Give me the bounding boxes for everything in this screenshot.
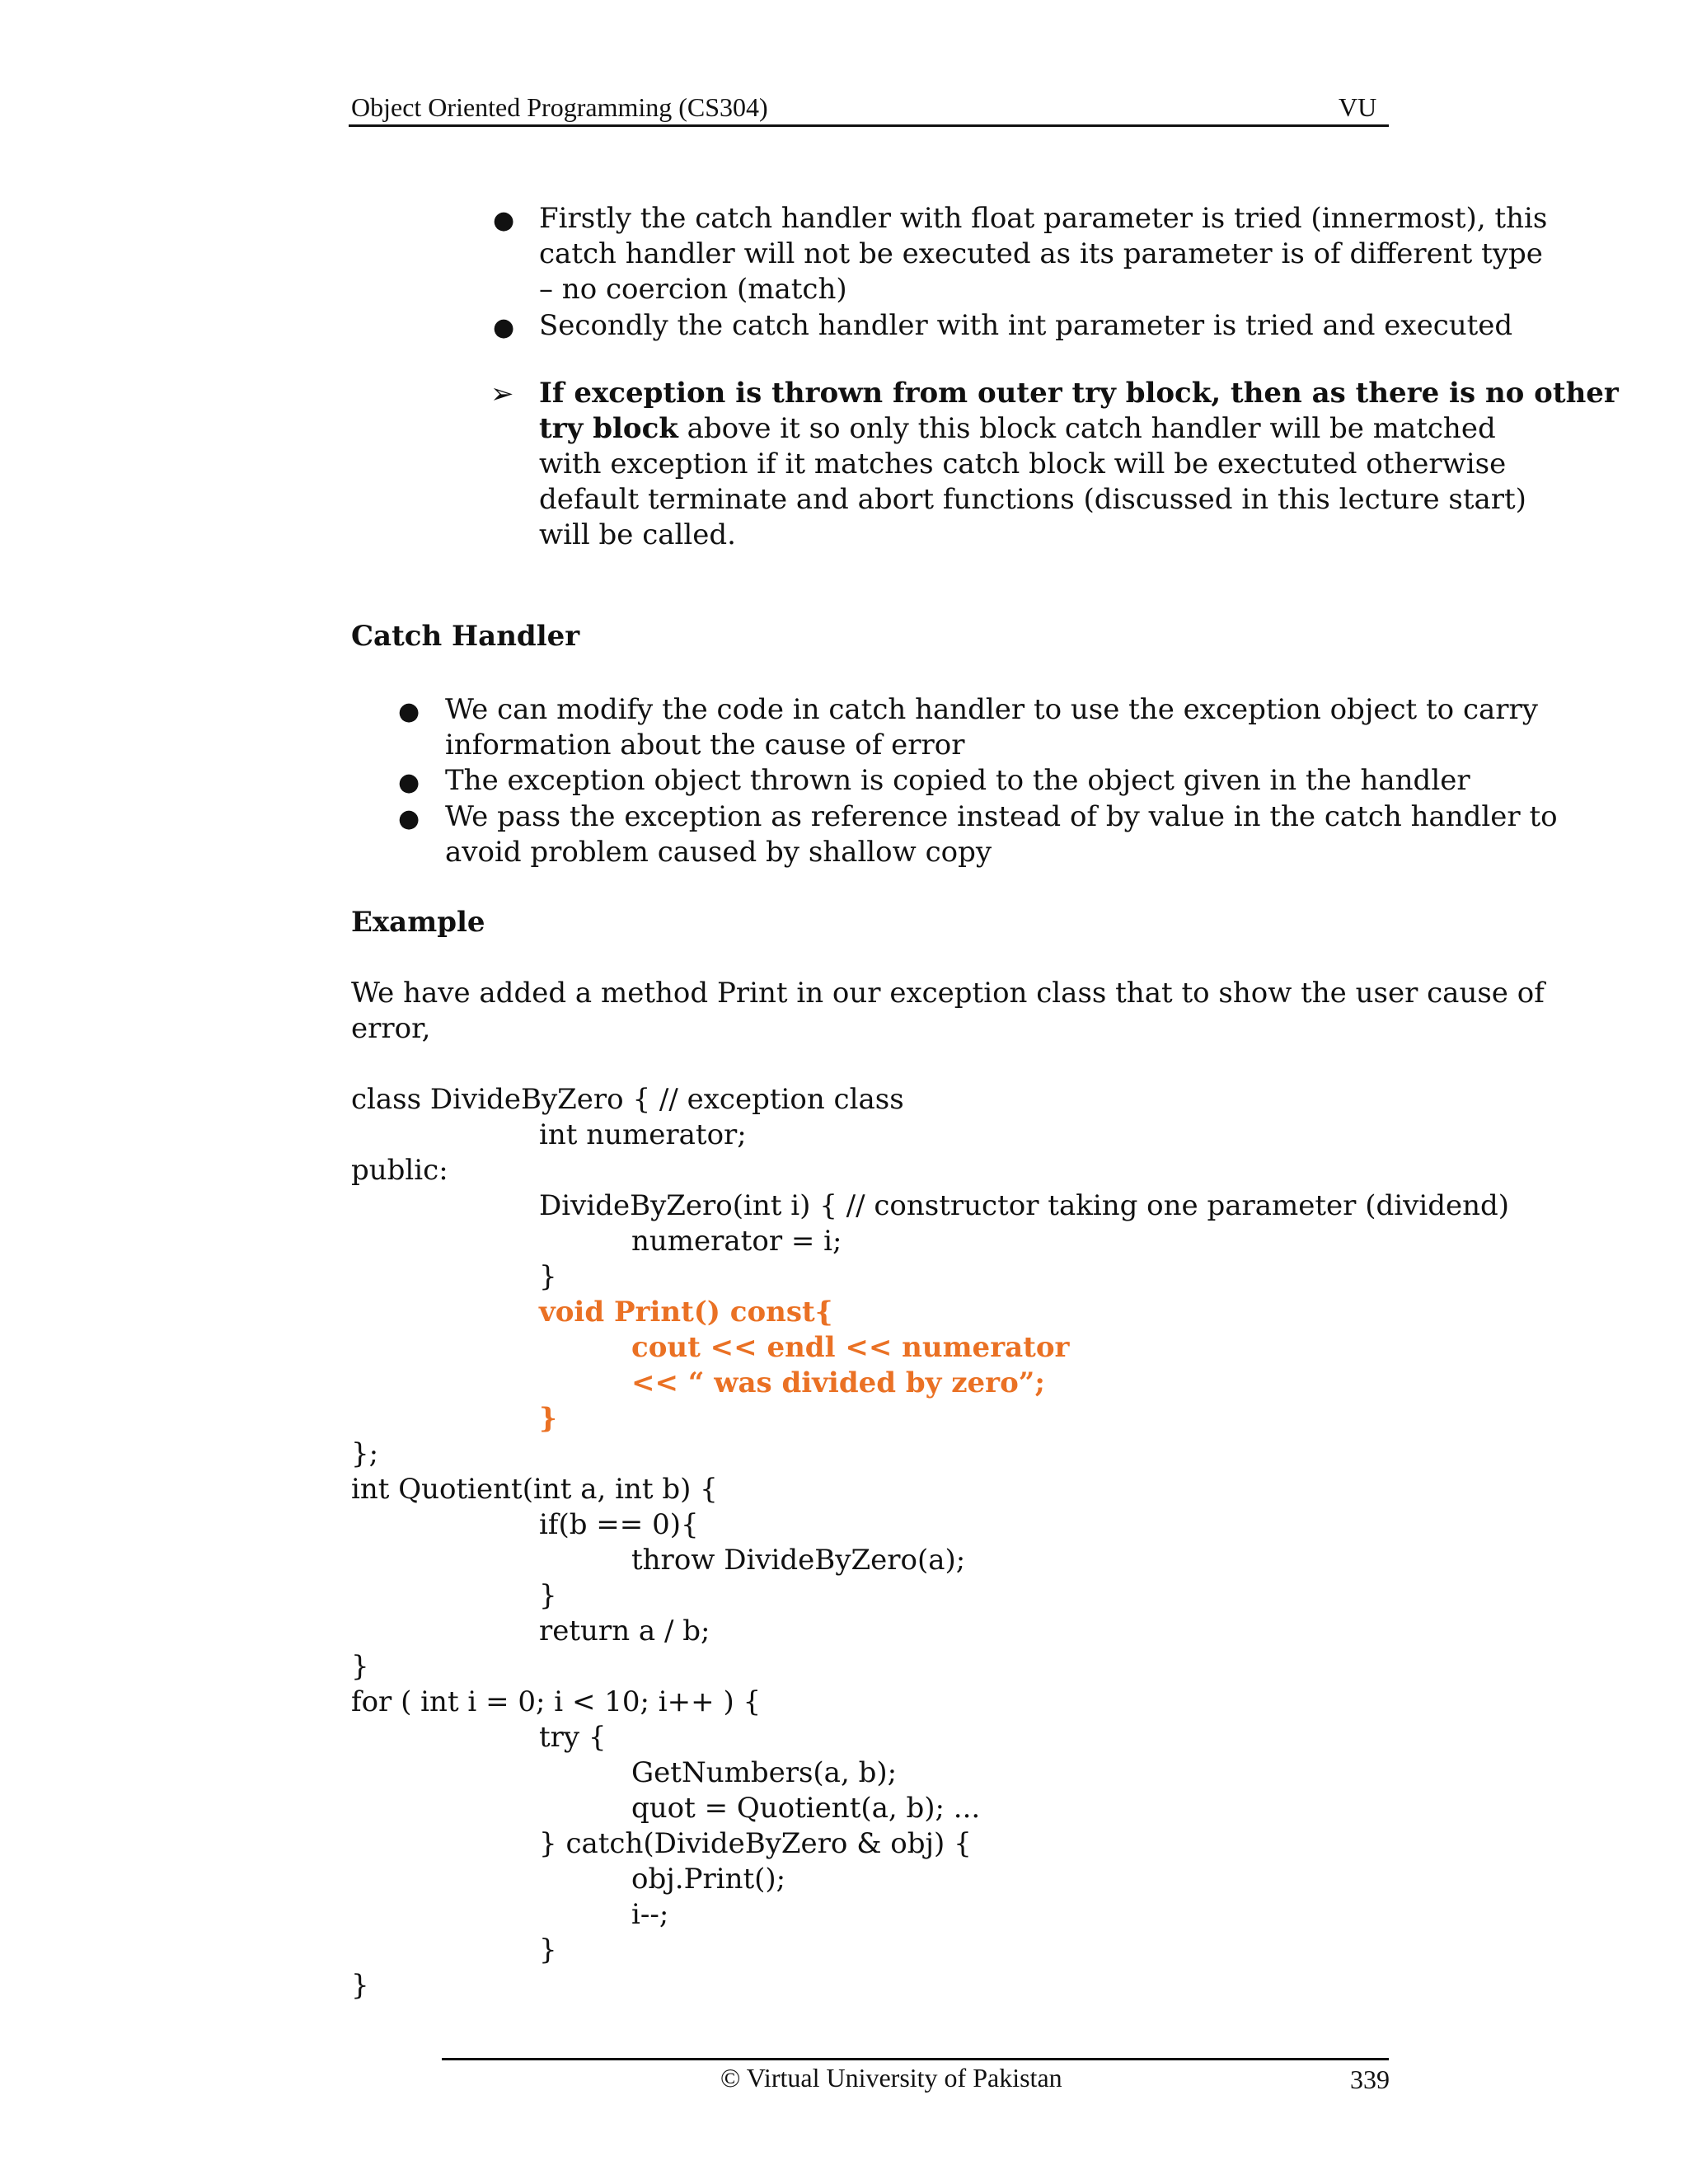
code-line: quot = Quotient(a, b); ... [631, 1792, 981, 1825]
code-line: << “ was divided by zero”; [631, 1366, 1045, 1399]
code-line: }; [351, 1437, 379, 1470]
code-line: } [351, 1650, 369, 1683]
text-line: Secondly the catch handler with int parameter is tried and executed [539, 309, 1513, 342]
text-line: default terminate and abort functions (discussed in this lecture start) [539, 483, 1526, 516]
footer-rule [442, 2058, 1389, 2060]
code-line: throw DivideByZero(a); [631, 1544, 966, 1577]
text-line: information about the cause of error [445, 729, 965, 762]
header-vu: VU [1339, 92, 1377, 122]
code-line: } [351, 1969, 369, 2002]
code-line: void Print() const{ [539, 1296, 833, 1329]
catch-bullet-1 [445, 692, 1538, 763]
code-line: if(b == 0){ [539, 1508, 699, 1541]
code-line: numerator = i; [631, 1225, 842, 1258]
text-line: We can modify the code in catch handler to use the exception object to carry [445, 693, 1538, 726]
code-line: int Quotient(int a, int b) { [351, 1473, 718, 1506]
bullet-icon: ● [493, 313, 515, 342]
code-line: public: [351, 1154, 448, 1187]
catch-bullet-3 [445, 799, 1558, 870]
arrow-bullet-icon: ➢ [490, 377, 514, 410]
code-line: i--; [631, 1898, 669, 1931]
bullet-icon: ● [398, 804, 420, 833]
code-line: class DivideByZero { // exception class [351, 1083, 904, 1116]
code-line: for ( int i = 0; i < 10; i++ ) { [351, 1685, 762, 1718]
text-line: The exception object thrown is copied to the object given in the handler [445, 764, 1470, 797]
text-line: error, [351, 1012, 431, 1045]
bullet-icon: ● [398, 697, 420, 726]
code-line: cout << endl << numerator [631, 1331, 1070, 1364]
text-line: – no coercion (match) [539, 273, 847, 306]
code-line: } catch(DivideByZero & obj) { [539, 1827, 972, 1860]
section-title-catch-handler: Catch Handler [351, 620, 580, 653]
bold-span: try block [539, 412, 678, 445]
text-line: We pass the exception as reference instead of by value in the catch handler to [445, 800, 1558, 833]
code-line: } [539, 1579, 557, 1612]
code-line: DivideByZero(int i) { // constructor taking one parameter (dividend) [539, 1189, 1510, 1222]
code-line: } [539, 1402, 557, 1435]
bullet-icon: ● [493, 206, 515, 235]
catch-bullet-2 [445, 763, 1470, 799]
code-block [351, 1082, 1509, 2004]
code-line: } [539, 1260, 557, 1293]
arrow-item [539, 376, 1619, 553]
text-line [539, 411, 1619, 447]
code-line: return a / b; [539, 1615, 710, 1647]
text-line: We have added a method Print in our exception class that to show the user cause of [351, 977, 1545, 1010]
intro-bullet-2 [539, 308, 1512, 344]
code-line: int numerator; [539, 1118, 747, 1151]
section-title-example: Example [351, 906, 485, 939]
text-line: avoid problem caused by shallow copy [445, 836, 992, 869]
bullet-icon: ● [398, 768, 420, 797]
code-line: try { [539, 1721, 607, 1754]
code-line: } [539, 1933, 557, 1966]
text-line: will be called. [539, 518, 736, 551]
example-paragraph [351, 976, 1545, 1047]
page-number: 339 [1350, 2064, 1390, 2094]
text-line: catch handler will not be executed as its parameter is of different type [539, 237, 1543, 270]
code-line: obj.Print(); [631, 1863, 786, 1896]
normal-span: above it so only this block catch handler will be matched [678, 412, 1496, 445]
header-title: Object Oriented Programming (CS304) [351, 92, 768, 122]
header-rule [349, 124, 1389, 127]
footer-copyright: © Virtual University of Pakistan [720, 2063, 1062, 2093]
text-line: If exception is thrown from outer try block, then as there is no other [539, 377, 1619, 410]
text-line: Firstly the catch handler with float parameter is tried (innermost), this [539, 202, 1548, 235]
code-line: GetNumbers(a, b); [631, 1756, 898, 1789]
intro-bullet-1 [539, 201, 1547, 307]
text-line: with exception if it matches catch block will be exectuted otherwise [539, 448, 1507, 480]
